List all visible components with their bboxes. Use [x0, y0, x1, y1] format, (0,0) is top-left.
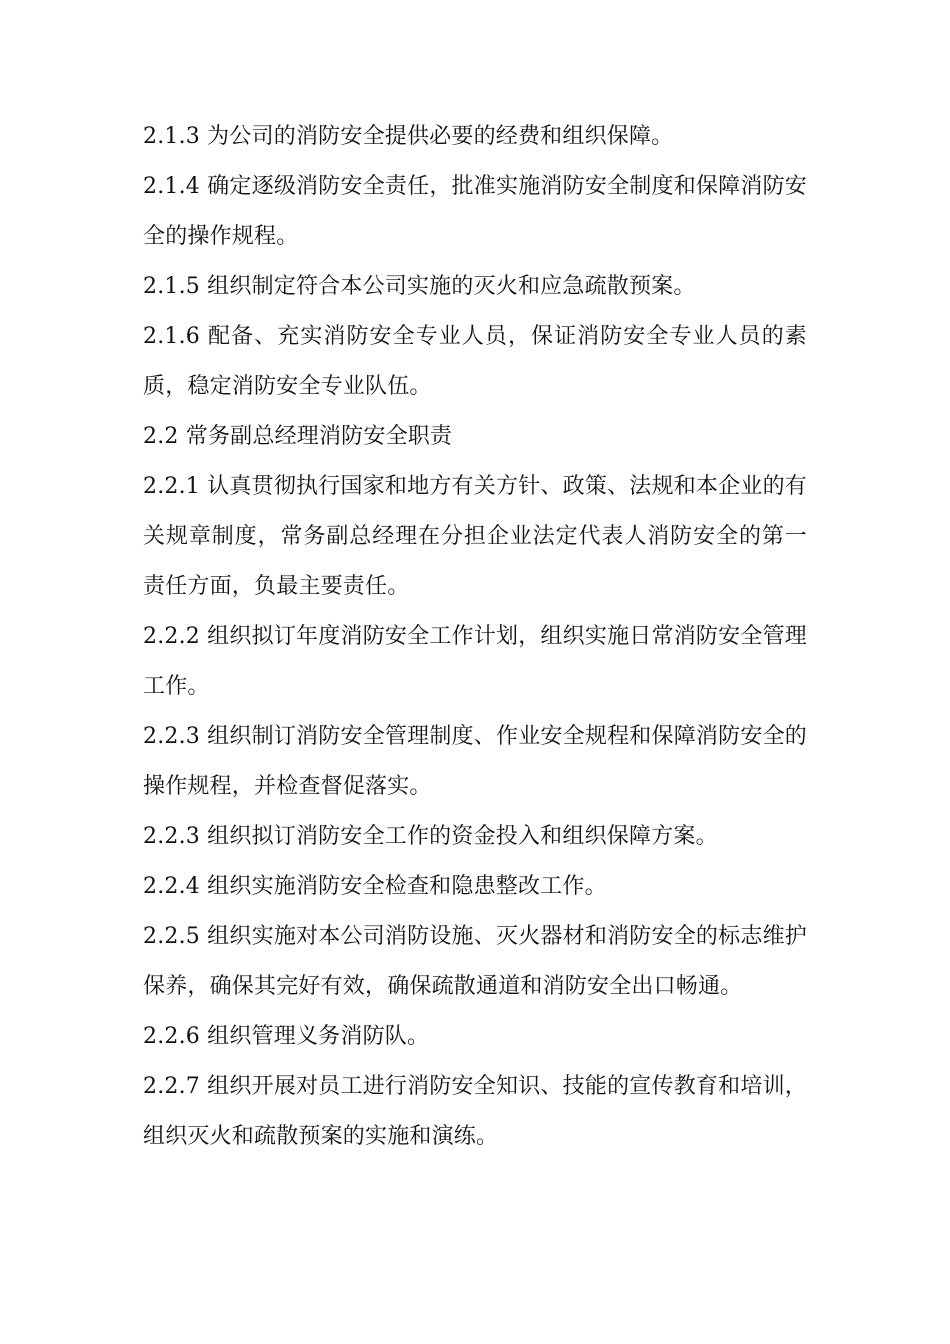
paragraph-2-2-5: 2.2.5 组织实施对本公司消防设施、灭火器材和消防安全的标志维护保养，确保其完好有效，确保疏散通道和消防安全出口畅通。 [143, 924, 807, 999]
paragraph-2-2-1: 2.2.1 认真贯彻执行国家和地方有关方针、政策、法规和本企业的有关规章制度，常务副总经理在分担企业法定代表人消防安全的第一责任方面，负最主要责任。 [143, 474, 807, 599]
paragraph-2-1-3: 2.1.3 为公司的消防安全提供必要的经费和组织保障。 [143, 124, 674, 149]
paragraph-2-2-2: 2.2.2 组织拟订年度消防安全工作计划，组织实施日常消防安全管理工作。 [143, 624, 807, 699]
paragraph-2-2-4: 2.2.4 组织实施消防安全检查和隐患整改工作。 [143, 874, 607, 899]
paragraph-2-1-6: 2.1.6 配备、充实消防安全专业人员，保证消防安全专业人员的素质，稳定消防安全专业队伍。 [143, 324, 807, 399]
paragraph-2-2-7: 2.2.7 组织开展对员工进行消防安全知识、技能的宣传教育和培训，组织灭火和疏散预案的实施和演练。 [143, 1074, 807, 1149]
paragraph-2-1-4: 2.1.4 确定逐级消防安全责任，批准实施消防安全制度和保障消防安全的操作规程。 [143, 174, 807, 249]
paragraph-2-2-3-b: 2.2.3 组织拟订消防安全工作的资金投入和组织保障方案。 [143, 824, 718, 849]
document-body [143, 112, 807, 1162]
section-heading-2-2: 2.2 常务副总经理消防安全职责 [143, 424, 453, 449]
paragraph-2-2-6: 2.2.6 组织管理义务消防队。 [143, 1024, 430, 1049]
paragraph-2-1-5: 2.1.5 组织制定符合本公司实施的灭火和应急疏散预案。 [143, 274, 696, 299]
paragraph-2-2-3-a: 2.2.3 组织制订消防安全管理制度、作业安全规程和保障消防安全的操作规程，并检查督促落实。 [143, 724, 807, 799]
